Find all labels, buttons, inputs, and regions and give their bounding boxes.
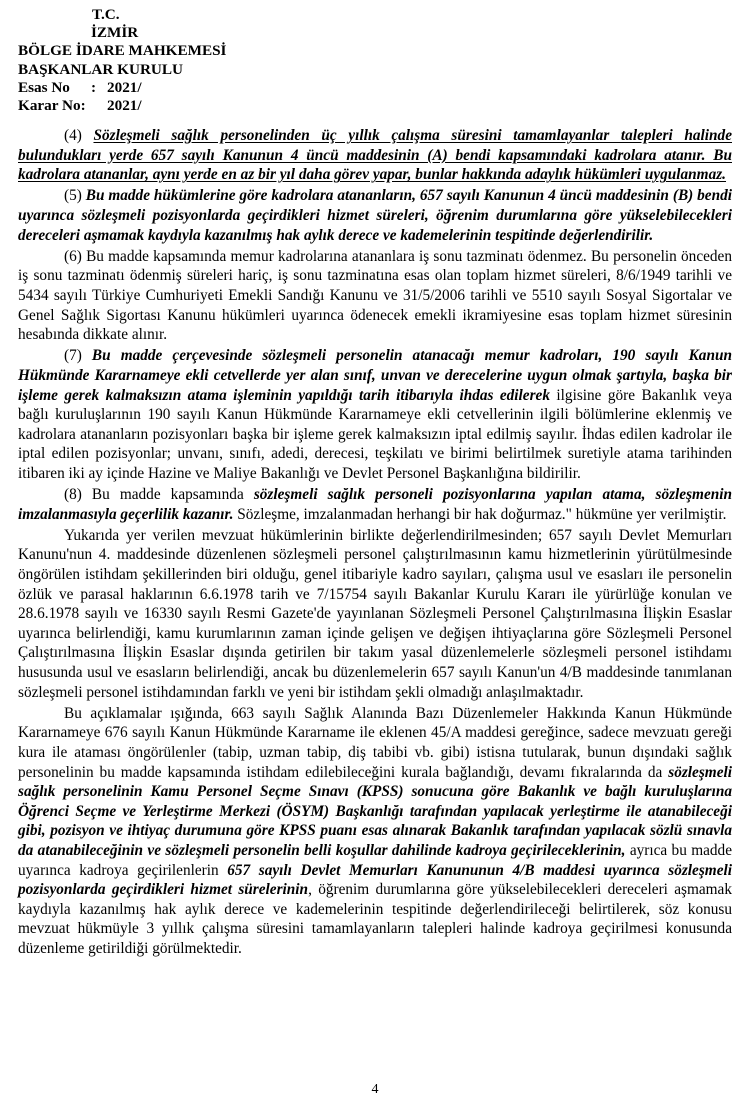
text-run: (8) Bu madde kapsamında: [64, 486, 254, 504]
esas-label: Esas No: [18, 78, 70, 96]
text-run: (5): [64, 187, 86, 205]
text-run: ilgisine göre Bakanlık veya bağlı kuruluşlarının 190 sayılı Kanun Hükmünde Kararnameye ekli cetvellerinin ilgili bölümlerine eklenmiş ve kadrolara atananların pozisyonları başka bir işleme gerek kalmaksızın iptal edilmiş sayılır. İhdas edilen kadrolar ile iptal edilen pozisyonlar; unvanı, sınıfı, adedi, derecesi, teşkilatı ve birimi belirtilmek suretiyle atama tarihinden itibaren iki ay içinde Hazine ve Maliye Bakanlığı ve Devlet Personel Başkanlığına bildirilir.: [18, 386, 732, 482]
esas-row: [18, 79, 226, 97]
text-run: , öğrenim durumlarına göre yükselebilecekleri dereceleri aşmamak kaydıyla kazanılmış hak aylık derece ve kademelerinin tespitinde değerlendirileceği belirtilerek, söz konusu mevzuat hükmüyle 3 yıllık çalışma süresini tamamlayanların talepleri halinde kadroya geçirilmesi konusunda düzenleme getirildiği görülmektedir.: [18, 881, 732, 957]
paragraph-conclusion-1: [18, 526, 732, 702]
document-body: [18, 126, 732, 960]
paragraph-5: [18, 186, 732, 245]
header-city: İZMİR: [91, 24, 139, 42]
text-run: 657 sayılı Devlet Memurları Kanununun 4/B maddesi uyarınca sözleşmeli pozisyonlarda geçirdikleri hizmet sürelerinin: [18, 861, 732, 899]
text-run: Yukarıda yer verilen mevzuat hükümlerinin birlikte değerlendirilmesinden; 657 sayılı Devlet Memurları Kanunu'nun 4. maddesinde düzenlenen sözleşmeli personel çalıştırılmasının kamu hizmetlerinin yürütülmesinde öngörülen istihdam şekillerinden biri olduğu, genel itibariyle kadro sayıları, çalışma usul ve esasları ile personelin özlük ve parasal haklarının 6.6.1978 tarih ve 7/15754 sayılı Bakanlar Kurulu Kararı ile yürürlüğe konulan ve 28.6.1978 sayılı ve 16330 sayılı Resmi Gazete'de yayınlanan Sözleşmeli Personel Çalıştırılmasına İlişkin Esaslar uyarınca belirlendiği, kamu kurumlarının zaman içinde gelişen ve değişen ihtiyaçlarına göre Sözleşmeli Personel Çalıştırılmasına İlişkin Esaslar dışında getirilen bir takım yasal düzenlemelerle sözleşmeli personel istihdamı hususunda usul ve esasların belirlendiği, ancak bu düzenlemelerin 657 sayılı Kanun'un 4/B maddesinde tanımlanan sözleşmeli personel istihdamından farklı ve yeni bir istihdam şekli olmadığı anlaşılmaktadır.: [18, 526, 732, 701]
text-run: Sözleşmeli sağlık personelinden üç yıllık çalışma süresini tamamlayanlar talepleri halinde bulundukları yerde 657 sayılı Kanunun 4 üncü maddesinin (A) bendi kapsamındaki kadrolara atanır. Bu kadrolara atananlar, aynı yerde en az bir yıl daha görev yapar, bunlar hakkında adaylık hükümleri uygulanmaz.: [18, 127, 732, 184]
document-header: [18, 6, 226, 115]
text-run: Bu madde çerçevesinde sözleşmeli personelin atanacağı memur kadroları, 190 sayılı Kanun Hükmünde Kararnameye ekli cetvellerde yer alan sınıf, unvan ve derecelerine uygun olmak şartıyla, başka bir işleme gerek kalmaksızın atama işleminin yapıldığı tarih itibarıyla ihdas edilerek: [18, 347, 732, 404]
header-court: BÖLGE İDARE MAHKEMESİ: [18, 42, 227, 60]
page-number: 4: [371, 1082, 379, 1097]
header-tc: T.C.: [92, 6, 120, 23]
paragraph-6: [18, 247, 732, 345]
text-run: (6) Bu madde kapsamında memur kadrolarına atananlara iş sonu tazminatı ödenmez. Bu personelin önceden iş sonu tazminatı ödenmiş süreleri hariç, iş sonu tazminatına esas olan toplam hizmet süreleri, 8/6/1949 tarihli ve 5434 sayılı Türkiye Cumhuriyeti Emekli Sandığı Kanunu ve 31/5/2006 tarihli ve 5510 sayılı Sosyal Sigortalar ve Genel Sağlık Sigortası Kanunu hükümleri uyarınca ödenecek emekli ikramiyesine esas toplam hizmet süresinin hesabında dikkate alınır.: [18, 247, 732, 344]
esas-colon: :: [91, 78, 97, 96]
text-run: Bu madde hükümlerine göre kadrolara atananların, 657 sayılı Kanunun 4 üncü maddesinin (B) bendi uyarınca sözleşmeli pozisyonlarda geçirdikleri hizmet süreleri, öğrenim durumlarına göre yükselebilecekleri dereceleri aşmamak kaydıyla kazanılmış hak aylık derece ve kademelerinin tespitinde değerlendirilir.: [18, 187, 732, 244]
text-run: sözleşmeli sağlık personelinin Kamu Personel Seçme Sınavı (KPSS) sonucuna göre Bakanlık ve bağlı kuruluşlarına Öğrenci Seçme ve Yerleştirme Merkezi (ÖSYM) Başkanlığı tarafından yapılacak yerleştirme ile atanabileceği gibi, pozisyon ve ihtiyaç durumuna göre KPSS puanı esas alınarak Bakanlık tarafından yapılacak sözlü sınavla da atanabileceğinin ve sözleşmeli personelin belli koşullar dahilinde kadroya geçirileceklerinin,: [18, 763, 732, 859]
text-run: ayrıca bu madde uyarınca kadroya geçirilenlerin: [18, 841, 732, 879]
text-run: Sözleşme, imzalanmadan herhangi bir hak doğurmaz." hükmüne yer verilmiştir.: [233, 505, 727, 523]
karar-label: Karar No:: [18, 97, 86, 115]
text-run: (4): [64, 127, 94, 144]
paragraph-7: [18, 346, 732, 483]
text-run: (7): [64, 347, 92, 365]
karar-value: 2021/: [107, 97, 142, 115]
paragraph-conclusion-2: [18, 704, 732, 959]
text-run: sözleşmeli sağlık personeli pozisyonlarına yapılan atama, sözleşmenin imzalanmasıyla geçerlilik kazanır.: [18, 486, 733, 523]
karar-row: [18, 97, 226, 115]
esas-value: 2021/: [107, 78, 142, 96]
text-run: Bu açıklamalar ışığında, 663 sayılı Sağlık Alanında Bazı Düzenlemeler Hakkında Kanun Hükmünde Kararnameye 676 sayılı Kanun Hükmünde Kararname ile eklenen 45/A maddesi gereğince, sadece mevzuatı gereği kura ile ataması öngörülenler (tabip, uzman tabip, diş tabibi vb. gibi) istisna tutularak, bunun dışındaki sağlık personelinin bu madde kapsamında istihdam edilebileceğini kurala bağlandığı, devamı fıkralarında da: [18, 704, 732, 781]
paragraph-4: [18, 126, 732, 185]
header-board: BAŞKANLAR KURULU: [18, 60, 183, 78]
paragraph-8: [18, 485, 732, 524]
